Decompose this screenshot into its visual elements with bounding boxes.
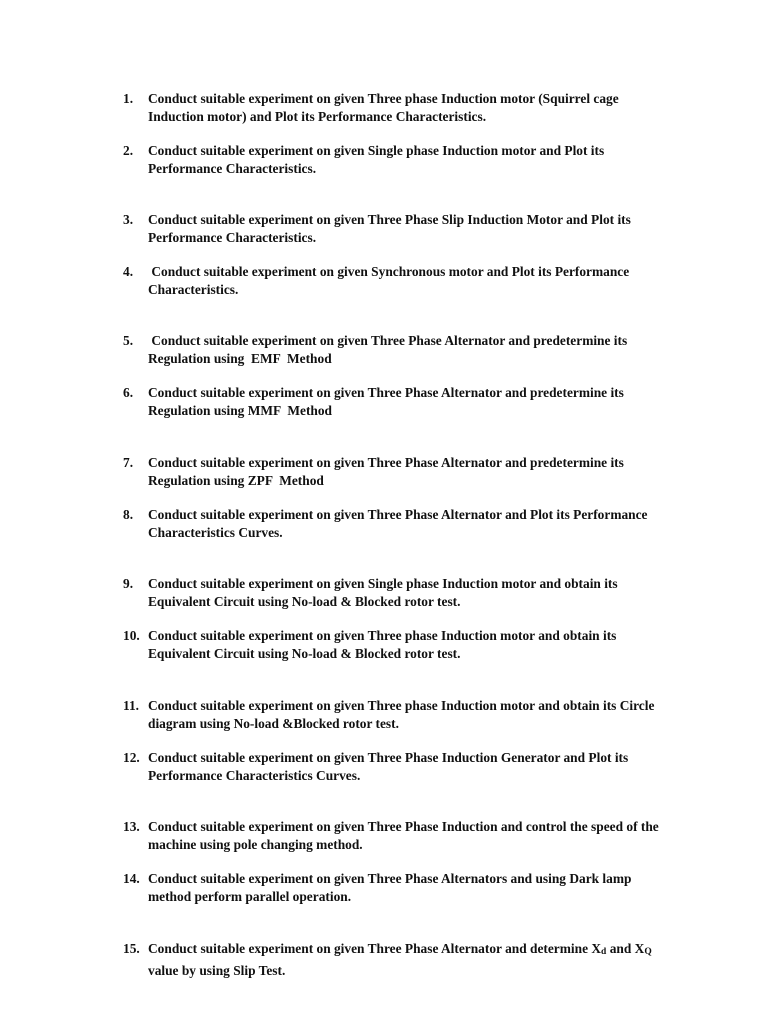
item-number: 12. (123, 750, 140, 765)
item-text-line: Conduct suitable experiment on given Three Phase Alternators and using Dark lamp (148, 871, 632, 886)
item-text (148, 818, 733, 853)
item-text (148, 211, 733, 246)
item-text-line: Conduct suitable experiment on given Three Phase Induction Generator and Plot its (148, 750, 629, 765)
item-text (148, 940, 733, 979)
item-text (148, 263, 733, 298)
item-text-line: Conduct suitable experiment on given Three Phase Slip Induction Motor and Plot its (148, 212, 631, 227)
item-text-line: Performance Characteristics. (148, 160, 317, 176)
item-number: 5. (123, 333, 134, 348)
item-text-line: Conduct suitable experiment on given Three Phase Alternator and predetermine its (148, 455, 624, 470)
item-text (148, 627, 733, 662)
item-text-line (148, 940, 733, 962)
item-number: 15. (123, 941, 140, 956)
item-text-line: Conduct suitable experiment on given Single phase Induction motor and obtain its (148, 576, 618, 591)
item-text (148, 332, 733, 367)
item-number: 1. (123, 91, 134, 106)
item-text-line: Equivalent Circuit using No-load & Blocked rotor test. (148, 645, 461, 661)
item-text-line: Characteristics Curves. (148, 524, 283, 540)
item-text-segment: and X (606, 941, 645, 956)
item-text (148, 749, 733, 784)
subscript-q: Q (644, 947, 652, 957)
item-text (148, 90, 733, 125)
item-number: 7. (123, 455, 134, 470)
item-number: 8. (123, 507, 134, 522)
item-text (148, 575, 733, 610)
item-number: 14. (123, 871, 140, 886)
item-text-line: Regulation using ZPF Method (148, 472, 324, 488)
item-number: 2. (123, 143, 134, 158)
item-text-line: method perform parallel operation. (148, 888, 352, 904)
item-text-line: diagram using No-load &Blocked rotor test. (148, 715, 399, 731)
item-number: 9. (123, 576, 134, 591)
item-text (148, 384, 733, 419)
item-text (148, 870, 733, 905)
item-number: 6. (123, 385, 134, 400)
item-number: 10. (123, 628, 140, 643)
item-text-line: Induction motor) and Plot its Performance Characteristics. (148, 108, 487, 124)
item-number: 11. (123, 698, 139, 713)
item-text-line: Conduct suitable experiment on given Three phase Induction motor and obtain its (148, 628, 617, 643)
item-text-line: Conduct suitable experiment on given Three phase Induction motor and obtain its Circle (148, 698, 655, 713)
item-text-line: Conduct suitable experiment on given Three phase Induction motor (Squirrel cage (148, 91, 619, 106)
item-text-line: Conduct suitable experiment on given Synchronous motor and Plot its Performance (148, 264, 630, 279)
item-text (148, 454, 733, 489)
item-text-line: Characteristics. (148, 281, 239, 297)
item-text-line: Regulation using MMF Method (148, 402, 332, 418)
item-text-line: Conduct suitable experiment on given Three Phase Induction and control the speed of the (148, 819, 659, 834)
item-text (148, 142, 733, 177)
item-text-line: Performance Characteristics Curves. (148, 767, 361, 783)
item-text (148, 506, 733, 541)
item-text-line: value by using Slip Test. (148, 962, 286, 978)
item-text-line: Conduct suitable experiment on given Three Phase Alternator and predetermine its (148, 385, 624, 400)
item-text-line: Equivalent Circuit using No-load & Blocked rotor test. (148, 593, 461, 609)
item-number: 13. (123, 819, 140, 834)
item-text (148, 697, 733, 732)
item-text-line: machine using pole changing method. (148, 836, 363, 852)
item-text-line: Conduct suitable experiment on given Three Phase Alternator and Plot its Performance (148, 507, 648, 522)
item-text-line: Conduct suitable experiment on given Three Phase Alternator and predetermine its (148, 333, 628, 348)
item-text-line: Conduct suitable experiment on given Single phase Induction motor and Plot its (148, 143, 605, 158)
item-text-line: Regulation using EMF Method (148, 350, 332, 366)
item-number: 4. (123, 264, 134, 279)
subscript-d: d (601, 947, 607, 957)
item-number: 3. (123, 212, 134, 227)
item-text-line: Performance Characteristics. (148, 229, 317, 245)
item-text-segment: Conduct suitable experiment on given Three Phase Alternator and determine X (148, 941, 602, 956)
